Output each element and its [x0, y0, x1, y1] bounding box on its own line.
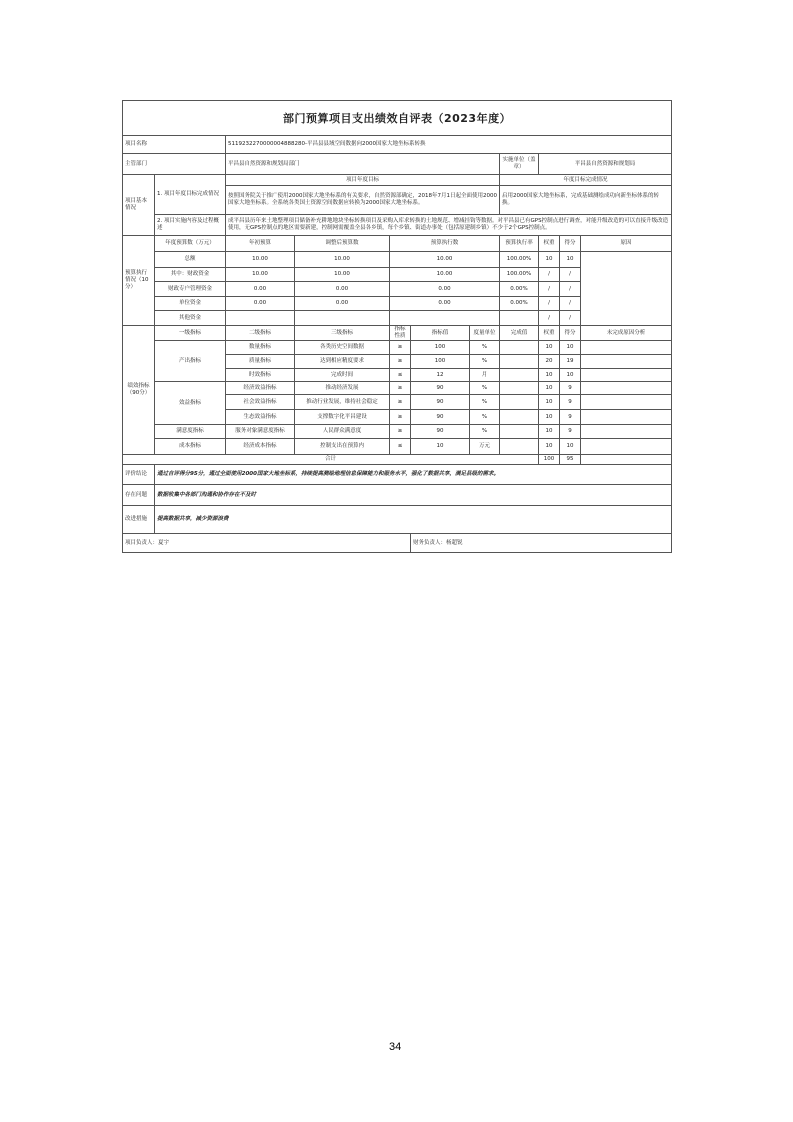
- perf-header: 得分: [560, 326, 581, 341]
- perf-header: 指标性质: [390, 326, 411, 341]
- perf-value: [500, 355, 539, 369]
- perf-reason: [581, 341, 672, 355]
- perf-value: 90: [411, 410, 470, 425]
- project-name: 5119232270000004888280-平昌县县域空间数据向2000国家大地坐标系转换: [226, 136, 672, 154]
- budget-label: 预算执行情况（10分）: [123, 236, 155, 326]
- perf-value: 控制支出在预算内: [295, 439, 390, 455]
- perf-value: [500, 369, 539, 382]
- budget-value: [295, 311, 390, 326]
- budget-value: 10.00: [295, 252, 390, 268]
- perf-value: %: [470, 425, 500, 439]
- perf-value: 万元: [470, 439, 500, 455]
- perf-value: 各类历史空间数据: [295, 341, 390, 355]
- perf-reason: [581, 382, 672, 395]
- perf-value: 90: [411, 395, 470, 410]
- project-name-label: 项目名称: [123, 136, 226, 154]
- perf-value: 经济成本指标: [226, 439, 295, 455]
- budget-value: /: [560, 268, 581, 282]
- completion-header: 年度目标完成情况: [500, 175, 672, 186]
- page-number: 34: [389, 1041, 402, 1053]
- dept-label: 主管部门: [123, 154, 226, 175]
- perf-reason: [581, 410, 672, 425]
- perf-value: [500, 425, 539, 439]
- finance-lead: 财务负责人：杨超锐: [411, 534, 672, 553]
- perf-row: [123, 439, 672, 455]
- perf-value: ≤: [390, 439, 411, 455]
- budget-header: 预算执行数: [390, 236, 500, 252]
- perf-reason: [581, 439, 672, 455]
- perf-value: %: [470, 341, 500, 355]
- budget-row-label: 其他资金: [155, 311, 226, 326]
- budget-value: 10.00: [226, 252, 295, 268]
- perf-value: 9: [560, 425, 581, 439]
- perf-value: 质量指标: [226, 355, 295, 369]
- budget-row-label: 其中：财政资金: [155, 268, 226, 282]
- perf-value: 月: [470, 369, 500, 382]
- budget-value: 0.00: [226, 282, 295, 297]
- budget-value: 10.00: [390, 268, 500, 282]
- perf-value: 10: [411, 439, 470, 455]
- perf-header: 二级指标: [226, 326, 295, 341]
- perf-row: [123, 425, 672, 439]
- budget-row-label: 总额: [155, 252, 226, 268]
- total-weight: 100: [539, 455, 560, 465]
- basic-label: 项目基本情况: [123, 175, 155, 236]
- perf-header-row: [123, 326, 672, 341]
- perf-level1: 产出指标: [155, 341, 226, 382]
- perf-value: ≥: [390, 355, 411, 369]
- budget-header: 权重: [539, 236, 560, 252]
- item1-completion: 启用2000国家大地坐标系，完成基础测绘成功向新坐标体系的转换。: [500, 186, 672, 215]
- perf-value: 推动经济发展: [295, 382, 390, 395]
- perf-value: 经济效益指标: [226, 382, 295, 395]
- perf-value: 9: [560, 382, 581, 395]
- budget-header-row: [123, 236, 672, 252]
- conclusion-label: 评价结论: [123, 465, 155, 485]
- budget-header: 年初预算: [226, 236, 295, 252]
- perf-value: 10: [539, 410, 560, 425]
- budget-value: [226, 311, 295, 326]
- problem-label: 存在问题: [123, 485, 155, 506]
- perf-value: ≥: [390, 341, 411, 355]
- perf-value: ≤: [390, 369, 411, 382]
- total-score: 95: [560, 455, 581, 465]
- perf-level1: 成本指标: [155, 439, 226, 455]
- perf-value: %: [470, 355, 500, 369]
- perf-value: 90: [411, 425, 470, 439]
- improve-label: 改进措施: [123, 506, 155, 534]
- perf-row: [123, 382, 672, 395]
- budget-value: /: [539, 282, 560, 297]
- perf-value: 服务对象满意度指标: [226, 425, 295, 439]
- budget-value: /: [560, 311, 581, 326]
- perf-value: [500, 341, 539, 355]
- conclusion-text: 通过自评得分95分，通过全面使用2000国家大地坐标系，持续提高测绘地理信息保障能力和服务水平，强化了数据共享，满足县级的需求。: [155, 465, 672, 485]
- problem-text: 数据收集中各部门沟通和协作存在不及时: [155, 485, 672, 506]
- budget-value: 100.00%: [500, 252, 539, 268]
- self-evaluation-table: [122, 100, 672, 553]
- perf-value: 10: [539, 425, 560, 439]
- perf-value: [500, 382, 539, 395]
- total-row: [123, 455, 672, 465]
- perf-value: %: [470, 382, 500, 395]
- perf-header: 未完成原因分析: [581, 326, 672, 341]
- budget-value: /: [539, 268, 560, 282]
- perf-header: 三级指标: [295, 326, 390, 341]
- perf-reason: [581, 369, 672, 382]
- target-header: 项目年度目标: [226, 175, 500, 186]
- budget-value: [500, 311, 539, 326]
- item1-target: 按照国务院关于推广使用2000国家大地坐标系的有关要求，自然资源部确定，2018年7月1日起全面使用2000国家大地坐标系。全系统各类国土资源空间数据应转换为2000国家大地坐标系。: [226, 186, 500, 215]
- budget-value: /: [560, 297, 581, 311]
- budget-row: [123, 252, 672, 268]
- total-label: 合计: [123, 455, 539, 465]
- improve-text: 提高数据共享，减少资源浪费: [155, 506, 672, 534]
- budget-value: 0.00: [295, 297, 390, 311]
- perf-value: 9: [560, 410, 581, 425]
- item2-text: 成平昌县历年来土地整理项目储备补充耕地地块坐标转换项目及采购入库求转换的土地规范、增减挂钩等数据。对平昌县已有GPS控制点进行调查，对能升级改造的可以直接升级改造使用，无GPS控制点的地区需要新建，控制网需覆盖全县各乡镇，每个乡镇、街道办事处（包括原建制乡镇）不少于2个GPS控制点。: [226, 215, 672, 236]
- perf-value: %: [470, 395, 500, 410]
- dept: 平昌县自然资源和规划局部门: [226, 154, 500, 175]
- perf-reason: [581, 395, 672, 410]
- problem-row: [123, 485, 672, 506]
- perf-reason: [581, 355, 672, 369]
- perf-value: 完成时间: [295, 369, 390, 382]
- perf-value: 10: [560, 341, 581, 355]
- budget-reason: [581, 252, 672, 326]
- perf-value: 9: [560, 395, 581, 410]
- perf-header: 指标值: [411, 326, 470, 341]
- perf-value: 达到相应精度要求: [295, 355, 390, 369]
- budget-value: 10.00: [390, 252, 500, 268]
- budget-value: /: [560, 282, 581, 297]
- perf-value: 20: [539, 355, 560, 369]
- table-title: 部门预算项目支出绩效自评表（2023年度）: [123, 101, 672, 136]
- item2-label: 2. 项目实施内容及过程概述: [155, 215, 226, 236]
- perf-value: 90: [411, 382, 470, 395]
- perf-reason: [581, 425, 672, 439]
- budget-value: [390, 311, 500, 326]
- budget-value: 10.00: [226, 268, 295, 282]
- perf-value: ≥: [390, 425, 411, 439]
- signature-row: [123, 534, 672, 553]
- budget-value: 10: [560, 252, 581, 268]
- improve-row: [123, 506, 672, 534]
- budget-value: 0.00: [295, 282, 390, 297]
- perf-value: 10: [539, 395, 560, 410]
- budget-header: 年度预算数（万元）: [155, 236, 226, 252]
- perf-value: 10: [539, 369, 560, 382]
- budget-value: /: [539, 297, 560, 311]
- perf-value: 时效指标: [226, 369, 295, 382]
- perf-row: [123, 341, 672, 355]
- perf-header: 权重: [539, 326, 560, 341]
- budget-value: /: [539, 311, 560, 326]
- perf-level1: 效益指标: [155, 382, 226, 425]
- perf-value: 10: [560, 369, 581, 382]
- perf-value: [500, 395, 539, 410]
- perf-value: 10: [539, 382, 560, 395]
- perf-value: [500, 410, 539, 425]
- conclusion-row: [123, 465, 672, 485]
- perf-value: 生态效益指标: [226, 410, 295, 425]
- project-lead: 项目负责人：夏宇: [123, 534, 411, 553]
- perf-value: 100: [411, 355, 470, 369]
- perf-value: 社会效益指标: [226, 395, 295, 410]
- impl: 平昌县自然资源和规划局: [539, 154, 672, 175]
- budget-header: 调整后预算数: [295, 236, 390, 252]
- perf-value: ≥: [390, 395, 411, 410]
- budget-header: 得分: [560, 236, 581, 252]
- perf-value: 数量指标: [226, 341, 295, 355]
- item1-label: 1. 项目年度目标完成情况: [155, 175, 226, 215]
- perf-label: 绩效指标（90分）: [123, 326, 155, 455]
- perf-value: [500, 439, 539, 455]
- perf-value: 19: [560, 355, 581, 369]
- total-reason: [581, 455, 672, 465]
- perf-value: 人民群众满意度: [295, 425, 390, 439]
- perf-value: 支撑数字化平昌建设: [295, 410, 390, 425]
- perf-header: 一级指标: [155, 326, 226, 341]
- perf-value: 100: [411, 341, 470, 355]
- perf-value: ≥: [390, 382, 411, 395]
- perf-header: 度量单位: [470, 326, 500, 341]
- perf-level1: 满意度指标: [155, 425, 226, 439]
- perf-header: 完成值: [500, 326, 539, 341]
- budget-value: 0.00: [226, 297, 295, 311]
- budget-row-label: 单位资金: [155, 297, 226, 311]
- perf-value: %: [470, 410, 500, 425]
- budget-value: 0.00: [390, 297, 500, 311]
- budget-value: 0.00%: [500, 282, 539, 297]
- budget-value: 100.00%: [500, 268, 539, 282]
- impl-label: 实施单位（盖章）: [500, 154, 539, 175]
- budget-value: 10: [539, 252, 560, 268]
- perf-value: 10: [539, 341, 560, 355]
- budget-row-label: 财政专户管理资金: [155, 282, 226, 297]
- budget-value: 10.00: [295, 268, 390, 282]
- perf-value: 12: [411, 369, 470, 382]
- budget-value: 0.00: [390, 282, 500, 297]
- budget-header: 原因: [581, 236, 672, 252]
- perf-value: 10: [539, 439, 560, 455]
- budget-header: 预算执行率: [500, 236, 539, 252]
- perf-value: ≥: [390, 410, 411, 425]
- perf-value: 推动行业发展，维持社会稳定: [295, 395, 390, 410]
- budget-value: 0.00%: [500, 297, 539, 311]
- perf-value: 10: [560, 439, 581, 455]
